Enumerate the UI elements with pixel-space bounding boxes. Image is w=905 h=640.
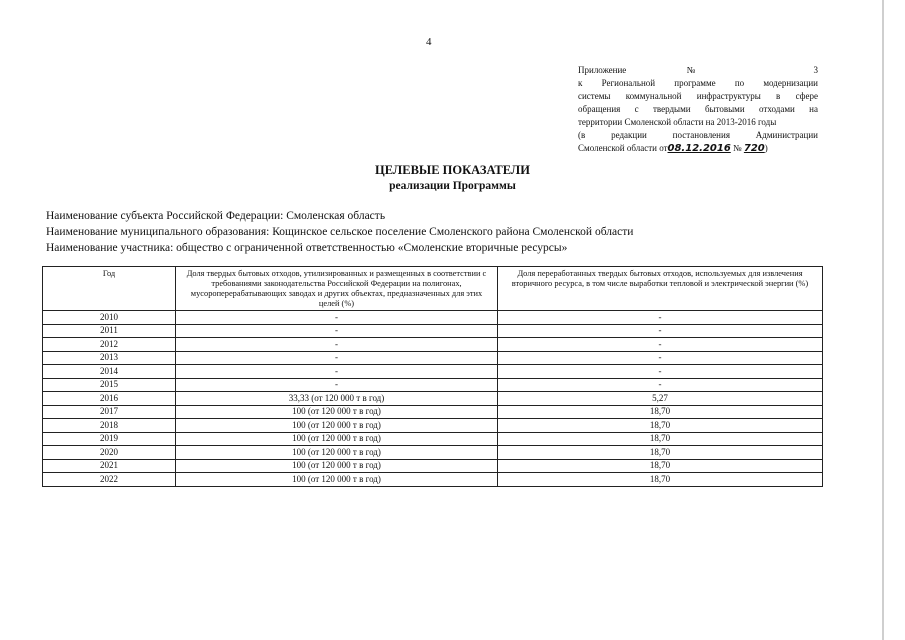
cell-recycling-share: 18,70 (498, 432, 823, 446)
closing-paren: ) (764, 143, 768, 153)
appendix-line-1: Приложение № 3 (578, 65, 818, 75)
cell-disposal-share: - (176, 351, 498, 365)
header-disposal-share: Доля твердых бытовых отходов, утилизированных и размещенных в соответствии с требованиями законодательства Российской Федерации на полигонах, мусороперерабатывающих заводах и других объектах, предназначенных для этих целей (%) (176, 267, 498, 311)
cell-disposal-share: - (176, 365, 498, 379)
cell-recycling-share: - (498, 324, 823, 338)
cell-year: 2014 (43, 365, 176, 379)
table-header-row (43, 267, 823, 311)
cell-disposal-share: - (176, 311, 498, 325)
cell-year: 2012 (43, 338, 176, 352)
appendix-line-3: системы коммунальной инфраструктуры в сфере (578, 91, 818, 101)
document-subtitle: реализации Программы (389, 180, 516, 192)
handwritten-date: 08.12.2016 (667, 143, 731, 154)
appendix-line-2: к Региональной программе по модернизации (578, 78, 818, 88)
cell-disposal-share: 100 (от 120 000 т в год) (176, 459, 498, 473)
appendix-line-5: территории Смоленской области на 2013-2016 годы (578, 117, 777, 127)
header-recycling-share: Доля переработанных твердых бытовых отходов, используемых для извлечения вторичного ресурса, в том числе выработки тепловой и электрической энергии (%) (498, 267, 823, 311)
table-row (43, 324, 823, 338)
cell-year: 2020 (43, 446, 176, 460)
participant-name: Наименование участника: общество с ограниченной ответственностью «Смоленские вторичные ресурсы» (46, 242, 568, 254)
cell-year: 2021 (43, 459, 176, 473)
appendix-block (578, 64, 818, 155)
table-row (43, 419, 823, 433)
cell-year: 2011 (43, 324, 176, 338)
table-row (43, 351, 823, 365)
cell-recycling-share: 5,27 (498, 392, 823, 406)
cell-disposal-share: - (176, 338, 498, 352)
cell-disposal-share: 100 (от 120 000 т в год) (176, 473, 498, 487)
appendix-line-6: (в редакции постановления Администрации (578, 130, 818, 140)
cell-recycling-share: 18,70 (498, 459, 823, 473)
appendix-line-7 (578, 142, 818, 155)
subject-name: Наименование субъекта Российской Федерации: Смоленская область (46, 210, 386, 222)
table-row (43, 432, 823, 446)
scan-edge (882, 0, 884, 640)
table-row (43, 459, 823, 473)
appendix-date-prefix: Смоленской области от (578, 143, 668, 153)
cell-disposal-share: - (176, 378, 498, 392)
cell-year: 2016 (43, 392, 176, 406)
cell-recycling-share: - (498, 351, 823, 365)
cell-year: 2015 (43, 378, 176, 392)
handwritten-number: 720 (743, 143, 765, 154)
table-row (43, 311, 823, 325)
cell-year: 2018 (43, 419, 176, 433)
cell-disposal-share: 100 (от 120 000 т в год) (176, 419, 498, 433)
appendix-line-4: обращения с твердыми бытовыми отходами на (578, 104, 818, 114)
cell-recycling-share: - (498, 311, 823, 325)
cell-disposal-share: 100 (от 120 000 т в год) (176, 405, 498, 419)
page-number: 4 (426, 36, 432, 48)
cell-recycling-share: 18,70 (498, 473, 823, 487)
table-row (43, 338, 823, 352)
table-row (43, 473, 823, 487)
cell-recycling-share: - (498, 365, 823, 379)
cell-recycling-share: - (498, 338, 823, 352)
cell-disposal-share: 33,33 (от 120 000 т в год) (176, 392, 498, 406)
cell-year: 2017 (43, 405, 176, 419)
cell-year: 2022 (43, 473, 176, 487)
number-label: № (733, 143, 742, 153)
table-row (43, 392, 823, 406)
table-row (43, 378, 823, 392)
cell-year: 2010 (43, 311, 176, 325)
cell-recycling-share: - (498, 378, 823, 392)
table-row (43, 365, 823, 379)
municipality-name: Наименование муниципального образования: Кощинское сельское поселение Смоленского района Смоленской области (46, 226, 634, 238)
cell-recycling-share: 18,70 (498, 446, 823, 460)
header-year: Год (43, 267, 176, 311)
cell-disposal-share: 100 (от 120 000 т в год) (176, 446, 498, 460)
table-row (43, 405, 823, 419)
cell-year: 2019 (43, 432, 176, 446)
cell-recycling-share: 18,70 (498, 419, 823, 433)
cell-disposal-share: - (176, 324, 498, 338)
targets-table (42, 266, 823, 487)
table-row (43, 446, 823, 460)
cell-recycling-share: 18,70 (498, 405, 823, 419)
document-title: ЦЕЛЕВЫЕ ПОКАЗАТЕЛИ (375, 163, 530, 177)
cell-year: 2013 (43, 351, 176, 365)
cell-disposal-share: 100 (от 120 000 т в год) (176, 432, 498, 446)
